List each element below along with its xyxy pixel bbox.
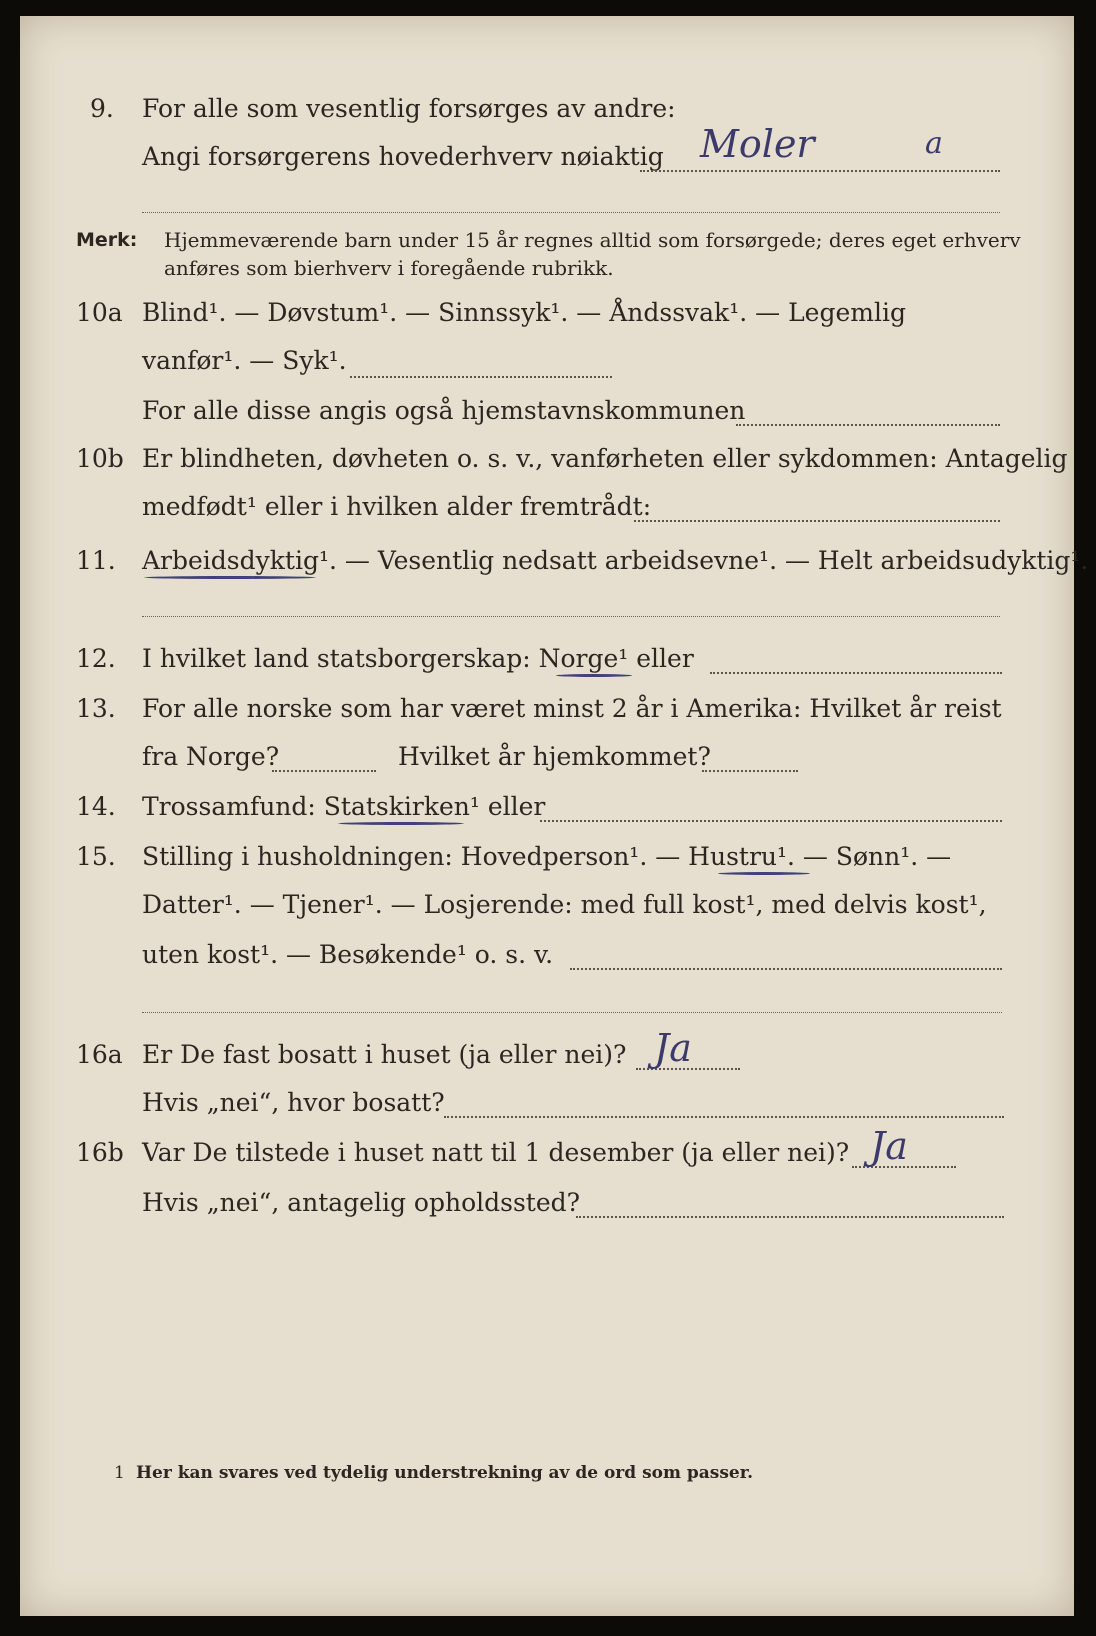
footnote-text: Her kan svares ved tydelig understrekning av de ord som passer. [136,1463,754,1483]
q16a-bosatt-line [444,1116,1004,1118]
footnote-mark: 1 [114,1463,125,1483]
q13-number: 13. [76,694,116,723]
q16a-line1: Er De fast bosatt i huset (ja eller nei)? [142,1040,627,1069]
q16a-handwritten-answer: Ja [654,1026,692,1070]
q12-line1: I hvilket land statsborgerskap: Norge¹ eller [142,644,694,673]
q10a-line1: Blind¹. — Døvstum¹. — Sinnssyk¹. — Åndssvak¹. — Legemlig [142,298,906,327]
q15-underline-hustru [718,872,810,875]
q10a-syk-line [350,376,612,378]
q14-answer-line [540,820,1002,822]
q10b-number: 10b [76,444,124,473]
q10b-line2: medfødt¹ eller i hvilken alder fremtrådt: [142,492,652,521]
q10a-line2: vanfør¹. — Syk¹. [142,346,347,375]
q12-underline-norge [556,674,632,677]
q9-extra-line [142,212,1000,213]
q11-number: 11. [76,546,116,575]
q15-answer-line [570,968,1002,970]
q16b-handwritten-answer: Ja [870,1124,908,1168]
q13-hjem-line [702,770,798,772]
q11-underline-arbeidsdyktig [144,576,316,579]
q10a-number: 10a [76,298,123,327]
q16b-line2: Hvis „nei“, antagelig opholdssted? [142,1188,581,1217]
q16a-number: 16a [76,1040,123,1069]
q16b-opholdssted-line [576,1216,1004,1218]
q16b-line1: Var De tilstede i huset natt til 1 desember (ja eller nei)? [142,1138,850,1167]
q16b-number: 16b [76,1138,124,1167]
q12-number: 12. [76,644,116,673]
q14-line1: Trossamfund: Statskirken¹ eller [142,792,546,821]
q12-answer-line [710,672,1002,674]
q15-number: 15. [76,842,116,871]
q13-line2b: Hvilket år hjemkommet? [398,742,711,771]
q15-line2: Datter¹. — Tjener¹. — Losjerende: med full kost¹, med delvis kost¹, [142,890,987,919]
q13-line1: For alle norske som har været minst 2 år i Amerika: Hvilket år reist [142,694,1002,723]
q9-line2: Angi forsørgerens hovederhverv nøiaktig [142,142,664,171]
q10a-kommune-line [736,424,1000,426]
q10b-answer-line [634,520,1000,522]
q14-underline-statskirken [338,822,464,825]
census-form-page [20,16,1089,1616]
q14-number: 14. [76,792,116,821]
q13-reist-line [272,770,376,772]
merk-label: Merk: [76,229,138,251]
q10a-line3: For alle disse angis også hjemstavnskommunen [142,396,746,425]
q9-number: 9. [90,94,114,123]
q9-line1: For alle som vesentlig forsørges av andre: [142,94,676,123]
q15-line3: uten kost¹. — Besøkende¹ o. s. v. [142,940,554,969]
q15-extra-line [142,1012,1002,1013]
q11-line1: Arbeidsdyktig¹. — Vesentlig nedsatt arbeidsevne¹. — Helt arbeidsudyktig¹. [142,546,1089,575]
q10b-line1: Er blindheten, døvheten o. s. v., vanførheten eller sykdommen: Antagelig [142,444,1068,473]
q13-line2a: fra Norge? [142,742,280,771]
q11-extra-line [142,616,1000,617]
q9-handwritten-answer: Moler [700,122,815,166]
q9-handwritten-mark: a [925,126,943,161]
q16a-line2: Hvis „nei“, hvor bosatt? [142,1088,445,1117]
q9-answer-line [640,170,1000,172]
merk-line1: Hjemmeværende barn under 15 år regnes alltid som forsørgede; deres eget erhverv [164,228,1021,252]
merk-line2: anføres som bierhverv i foregående rubrikk. [164,256,614,280]
q15-line1: Stilling i husholdningen: Hovedperson¹. — Hustru¹. — Sønn¹. — [142,842,952,871]
